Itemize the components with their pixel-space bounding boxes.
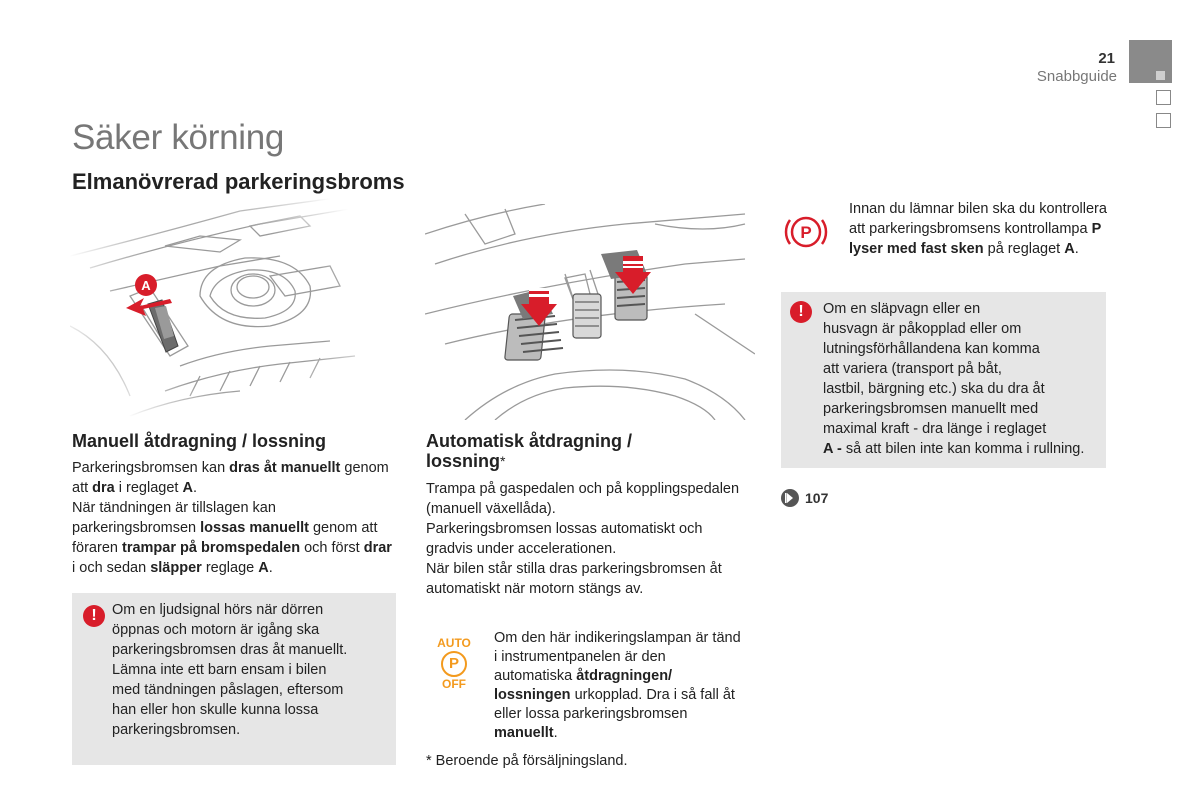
bold-text: lossas manuellt (200, 520, 309, 536)
warning-line: med tändningen påslagen, eftersom (112, 682, 344, 698)
warning-line: parkeringsbromsen manuellt med (823, 401, 1039, 417)
auto-icon-bottom-text: OFF (442, 677, 466, 691)
bold-text: A (258, 560, 269, 576)
warning-line: Om en ljudsignal hörs när dörren (112, 602, 324, 618)
warning-text-child (112, 600, 392, 740)
bold-text: A - (823, 441, 842, 457)
warning-line: Om en släpvagn eller en (823, 301, 981, 317)
bold-text: P lyser med fast sken (849, 221, 1102, 257)
bold-text: släpper (150, 560, 202, 576)
warning-line: maximal kraft - dra länge i reglaget (823, 421, 1047, 437)
warning-line: parkeringsbromsen. (112, 722, 241, 738)
section-tab-marker (1156, 90, 1171, 105)
warning-line: lastbil, bärgning etc.) ska du dra åt (823, 381, 1045, 397)
warning-icon: ! (790, 301, 812, 323)
bold-text: dra (92, 480, 115, 496)
pedals-illustration (425, 204, 755, 420)
automatic-section-heading (426, 431, 746, 471)
manual-section-heading: Manuell åtdragning / lossning (72, 431, 327, 451)
bold-text: A (182, 480, 193, 496)
warning-line: att variera (transport på båt, (823, 361, 1002, 377)
bold-text: trampar på bromspedalen (121, 540, 301, 556)
section-name: Snabbguide (1036, 68, 1117, 85)
reference-arrow-icon (781, 489, 799, 507)
section-tab-marker (1156, 113, 1171, 128)
parking-brake-control-illustration (70, 196, 360, 420)
automatic-section-text: Trampa på gaspedalen och på kopplingspedalen (manuell växellåda). Parkeringsbromsen lossas automatiskt och gradvis under accelerationen. När bilen står stilla dras parkeringsbromsen åt automatiskt när motorn stängs av. (426, 481, 740, 597)
footnote-mark: * (500, 453, 506, 469)
p-icon-letter: P (800, 223, 812, 242)
warning-line: han eller hon skulle kunna lossa (112, 702, 319, 718)
warning-line: lutningsförhållandena kan komma (823, 341, 1040, 357)
warning-line: parkeringsbromsen dras åt manuellt. (112, 642, 348, 658)
page-number: 21 (1098, 50, 1115, 67)
automatic-heading-line1: Automatisk åtdragning / (426, 431, 633, 451)
bold-text: dras åt manuellt (229, 460, 341, 476)
auto-icon-top-text: AUTO (437, 636, 471, 650)
check-indicator-text: Innan du lämnar bilen ska du kontrollera att parkeringsbromsens kontrollampa P lyser med fast sken på reglaget A. (849, 201, 1107, 257)
manual-section-text: Parkeringsbromsen kan dras åt manuellt genom att dra i reglaget A. När tändningen är tillslagen kan parkeringsbromsen lossas manuellt genom att föraren trampar på bromspedalen och först drar i och sedan släpper reglage A. (72, 460, 392, 576)
bold-text: åtdragningen/ lossningen (494, 668, 673, 703)
footnote: * Beroende på försäljningsland. (426, 753, 628, 769)
warning-icon: ! (83, 605, 105, 627)
reference-page-number: 107 (805, 490, 829, 506)
warning-line: A - så att bilen inte kan komma i rullning. (823, 441, 1085, 457)
warning-line: husvagn är påkopplad eller om (823, 321, 1022, 337)
page-reference-link[interactable] (781, 488, 828, 508)
warning-line: öppnas och motorn är igång ska (112, 622, 320, 638)
warning-text-trailer (823, 299, 1103, 459)
warning-line: Lämna inte ett barn ensam i bilen (112, 662, 327, 678)
bold-text: drar (363, 540, 392, 556)
section-tab (1129, 40, 1172, 83)
automatic-heading-line2: lossning (426, 451, 501, 471)
auto-icon-p-letter: P (448, 655, 459, 672)
auto-p-off-icon (432, 637, 476, 691)
bold-text: A (1064, 241, 1075, 257)
page-title: Säker körning (72, 118, 285, 157)
section-subtitle: Elmanövrerad parkeringsbroms (72, 169, 405, 194)
parking-brake-p-icon (784, 210, 828, 254)
bold-text: manuellt (494, 725, 554, 741)
auto-indicator-note: Om den här indikeringslampan är tänd i instrumentpanelen är den automatiska åtdragningen/ lossningen urkopplad. Dra i så fall åt eller lossa parkeringsbromsen manuellt. (494, 630, 741, 741)
